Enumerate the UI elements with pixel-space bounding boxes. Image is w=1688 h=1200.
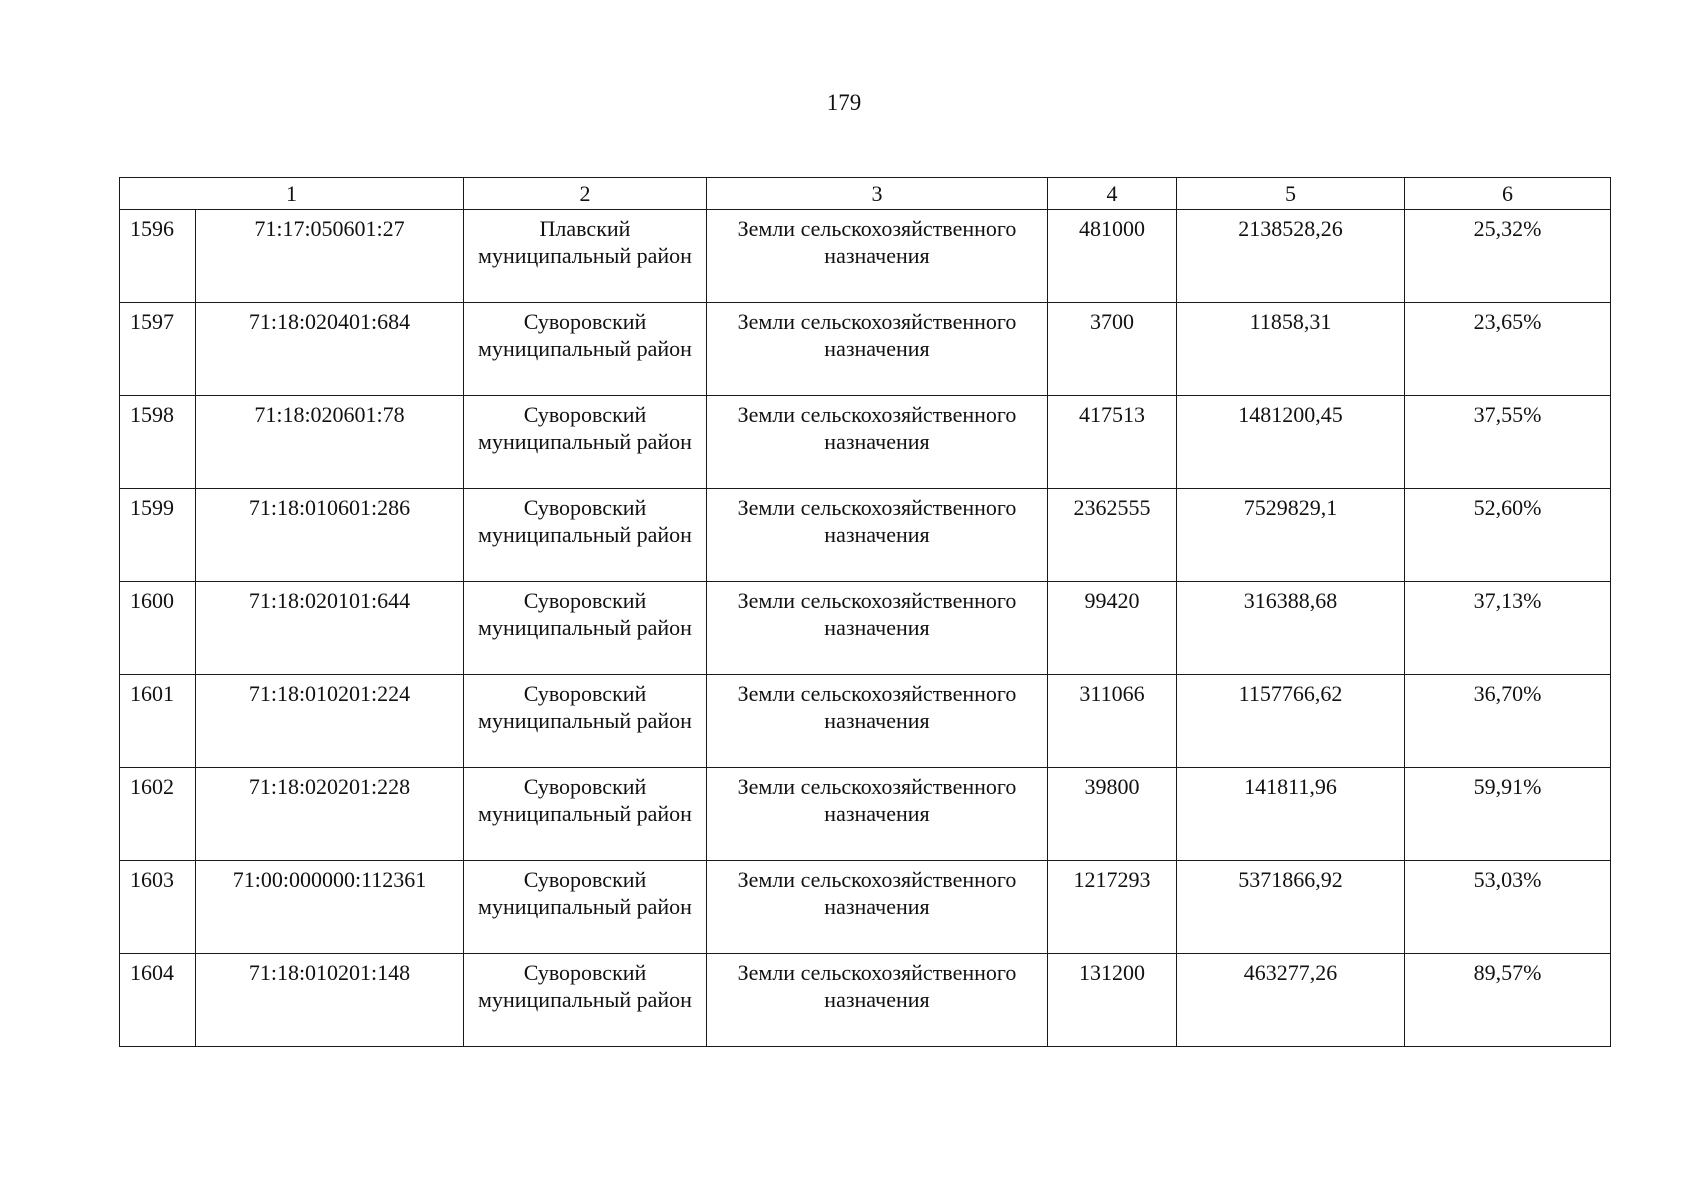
header-cell-1: 1 bbox=[120, 178, 464, 210]
table-row bbox=[120, 675, 1611, 768]
table-row bbox=[120, 582, 1611, 675]
header-cell-2: 2 bbox=[464, 178, 707, 210]
cadastral-value-cell: 141811,96 bbox=[1177, 768, 1405, 861]
table-row bbox=[120, 210, 1611, 303]
row-number-cell: 1599 bbox=[120, 489, 196, 582]
area-cell: 481000 bbox=[1048, 210, 1177, 303]
header-cell-6: 6 bbox=[1405, 178, 1611, 210]
land-category-cell: Земли сельскохозяйственного назначения bbox=[707, 861, 1048, 954]
percent-cell: 37,55% bbox=[1405, 396, 1611, 489]
land-category-cell: Земли сельскохозяйственного назначения bbox=[707, 303, 1048, 396]
district-cell: Суворовский муниципальный район bbox=[464, 582, 707, 675]
land-category-cell: Земли сельскохозяйственного назначения bbox=[707, 954, 1048, 1047]
header-cell-3: 3 bbox=[707, 178, 1048, 210]
district-cell: Суворовский муниципальный район bbox=[464, 489, 707, 582]
cadastral-number-cell: 71:17:050601:27 bbox=[196, 210, 464, 303]
percent-cell: 23,65% bbox=[1405, 303, 1611, 396]
land-category-cell: Земли сельскохозяйственного назначения bbox=[707, 489, 1048, 582]
area-cell: 39800 bbox=[1048, 768, 1177, 861]
row-number-cell: 1601 bbox=[120, 675, 196, 768]
district-cell: Суворовский муниципальный район bbox=[464, 303, 707, 396]
cadastral-number-cell: 71:00:000000:112361 bbox=[196, 861, 464, 954]
cadastral-number-cell: 71:18:020401:684 bbox=[196, 303, 464, 396]
district-cell: Суворовский муниципальный район bbox=[464, 396, 707, 489]
percent-cell: 52,60% bbox=[1405, 489, 1611, 582]
cadastral-value-cell: 11858,31 bbox=[1177, 303, 1405, 396]
cadastral-number-cell: 71:18:010201:224 bbox=[196, 675, 464, 768]
district-cell: Плавский муниципальный район bbox=[464, 210, 707, 303]
row-number-cell: 1602 bbox=[120, 768, 196, 861]
percent-cell: 36,70% bbox=[1405, 675, 1611, 768]
percent-cell: 53,03% bbox=[1405, 861, 1611, 954]
row-number-cell: 1604 bbox=[120, 954, 196, 1047]
cadastral-value-cell: 463277,26 bbox=[1177, 954, 1405, 1047]
percent-cell: 59,91% bbox=[1405, 768, 1611, 861]
cadastral-value-cell: 1157766,62 bbox=[1177, 675, 1405, 768]
area-cell: 311066 bbox=[1048, 675, 1177, 768]
land-category-cell: Земли сельскохозяйственного назначения bbox=[707, 768, 1048, 861]
table-row bbox=[120, 396, 1611, 489]
cadastral-value-cell: 316388,68 bbox=[1177, 582, 1405, 675]
district-cell: Суворовский муниципальный район bbox=[464, 675, 707, 768]
row-number-cell: 1597 bbox=[120, 303, 196, 396]
cadastral-value-cell: 7529829,1 bbox=[1177, 489, 1405, 582]
header-cell-5: 5 bbox=[1177, 178, 1405, 210]
page-number: 179 bbox=[826, 90, 862, 115]
percent-cell: 37,13% bbox=[1405, 582, 1611, 675]
cadastral-number-cell: 71:18:020201:228 bbox=[196, 768, 464, 861]
header-cell-4: 4 bbox=[1048, 178, 1177, 210]
district-cell: Суворовский муниципальный район bbox=[464, 768, 707, 861]
cadastral-value-cell: 2138528,26 bbox=[1177, 210, 1405, 303]
land-register-table bbox=[119, 177, 1611, 1047]
table-row bbox=[120, 954, 1611, 1047]
table-row bbox=[120, 768, 1611, 861]
table-row bbox=[120, 303, 1611, 396]
area-cell: 3700 bbox=[1048, 303, 1177, 396]
table-row bbox=[120, 489, 1611, 582]
area-cell: 417513 bbox=[1048, 396, 1177, 489]
row-number-cell: 1598 bbox=[120, 396, 196, 489]
table-header-row bbox=[120, 178, 1611, 210]
area-cell: 99420 bbox=[1048, 582, 1177, 675]
land-category-cell: Земли сельскохозяйственного назначения bbox=[707, 210, 1048, 303]
cadastral-number-cell: 71:18:010601:286 bbox=[196, 489, 464, 582]
area-cell: 2362555 bbox=[1048, 489, 1177, 582]
area-cell: 1217293 bbox=[1048, 861, 1177, 954]
percent-cell: 89,57% bbox=[1405, 954, 1611, 1047]
table-row bbox=[120, 861, 1611, 954]
row-number-cell: 1600 bbox=[120, 582, 196, 675]
district-cell: Суворовский муниципальный район bbox=[464, 954, 707, 1047]
percent-cell: 25,32% bbox=[1405, 210, 1611, 303]
area-cell: 131200 bbox=[1048, 954, 1177, 1047]
row-number-cell: 1596 bbox=[120, 210, 196, 303]
cadastral-value-cell: 1481200,45 bbox=[1177, 396, 1405, 489]
cadastral-value-cell: 5371866,92 bbox=[1177, 861, 1405, 954]
land-category-cell: Земли сельскохозяйственного назначения bbox=[707, 675, 1048, 768]
district-cell: Суворовский муниципальный район bbox=[464, 861, 707, 954]
cadastral-number-cell: 71:18:020601:78 bbox=[196, 396, 464, 489]
land-category-cell: Земли сельскохозяйственного назначения bbox=[707, 582, 1048, 675]
land-category-cell: Земли сельскохозяйственного назначения bbox=[707, 396, 1048, 489]
cadastral-number-cell: 71:18:020101:644 bbox=[196, 582, 464, 675]
row-number-cell: 1603 bbox=[120, 861, 196, 954]
cadastral-number-cell: 71:18:010201:148 bbox=[196, 954, 464, 1047]
